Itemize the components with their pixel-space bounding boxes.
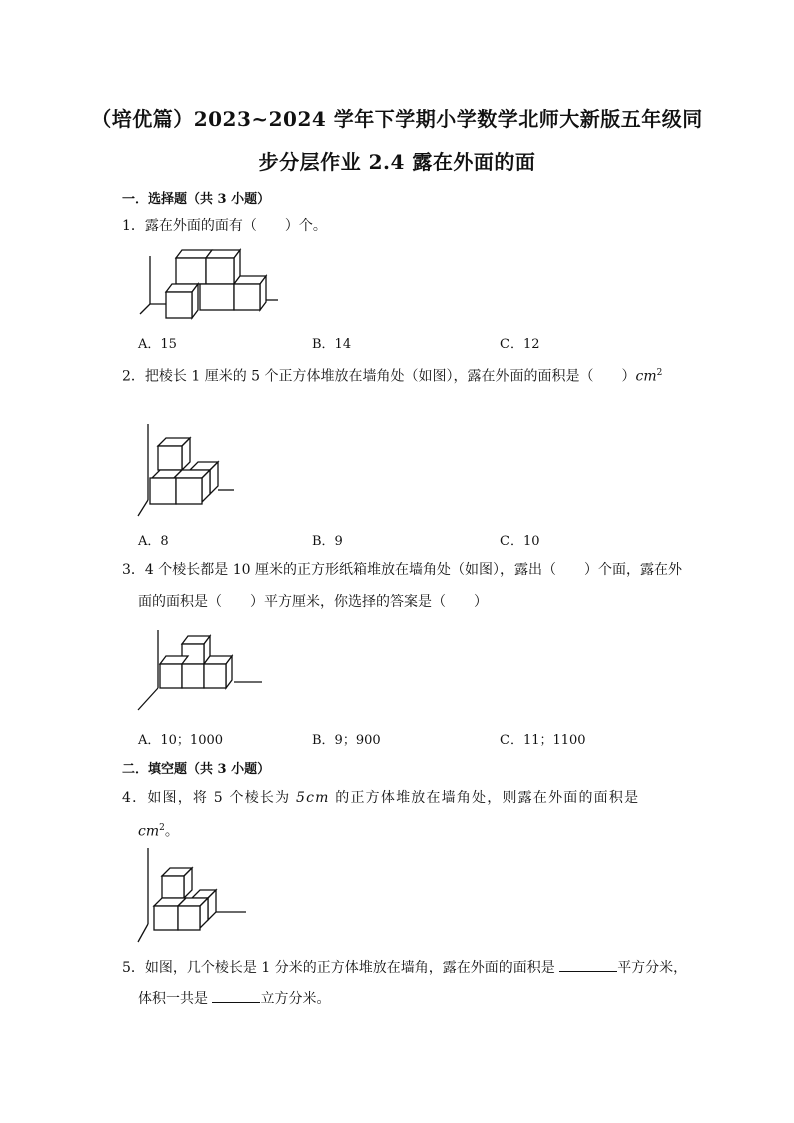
question-4-unit: cm <box>138 823 160 840</box>
figure-q3-cubes <box>138 626 266 720</box>
q1-option-c: C．12 <box>500 337 540 352</box>
question-4-line1 <box>122 788 678 808</box>
wall-diagonal-line <box>138 500 148 516</box>
cube-front-face <box>182 664 204 688</box>
question-5-text-b: 平方分米， <box>617 960 688 976</box>
question-5-blank-area[interactable] <box>559 957 617 972</box>
question-5-line2 <box>138 988 330 1009</box>
question-4-value: 5 <box>295 790 307 806</box>
figure-q2-cubes <box>138 420 238 522</box>
question-3-number: 3． <box>122 562 145 578</box>
question-5-text-a: 如图，几个棱长是 1 分米的正方体堆放在墙角，露在外面的面积是 <box>144 960 555 976</box>
question-2-number: 2． <box>122 368 145 385</box>
section-heading-fill: 二．填空题（共 3 小题） <box>122 762 271 777</box>
cube-front-face <box>176 258 206 284</box>
question-3-line1 <box>122 560 682 580</box>
figure-q1-cubes <box>140 246 280 326</box>
q2-option-b: B．9 <box>312 534 343 549</box>
question-2-unit-sup: 2 <box>656 368 663 378</box>
cube-front-face <box>234 284 260 310</box>
question-5-text-d: 立方分米。 <box>260 991 331 1007</box>
cube-front-face <box>166 292 192 318</box>
question-3-text-line1: 4 个棱长都是 10 厘米的正方形纸箱堆放在墙角处（如图），露出（ ）个面，露在外 <box>144 562 682 578</box>
cube-front-face <box>162 876 184 898</box>
wall-diagonal-line <box>138 688 158 710</box>
question-5-blank-volume[interactable] <box>212 988 260 1003</box>
question-2 <box>122 363 662 387</box>
question-2-text: 把棱长 1 厘米的 5 个正方体堆放在墙角处（如图），露在外面的面积是（ ） <box>144 368 636 385</box>
cube-front-face <box>176 478 202 504</box>
question-2-unit: cm <box>635 368 657 385</box>
cube-front-face <box>200 284 234 310</box>
q3-option-c: C．11；1100 <box>500 733 586 748</box>
cube-front-face <box>182 644 204 664</box>
question-5-text-c: 体积一共是 <box>138 991 208 1007</box>
question-4-number: 4． <box>122 790 148 806</box>
q1-option-a: A．15 <box>138 337 177 352</box>
question-1-text: 露在外面的面有（ ）个。 <box>144 218 327 234</box>
cube-front-face <box>158 446 182 470</box>
cube-front-face <box>150 478 176 504</box>
question-4-value-unit: cm <box>306 790 330 806</box>
question-4-text-a: 如图，将 5 个棱长为 <box>147 790 291 806</box>
question-1-number: 1． <box>122 218 145 234</box>
document-title-line1: （培优篇）2023~2024 学年下学期小学数学北师大新版五年级同 <box>91 107 703 131</box>
figure-q4-cubes <box>138 846 248 950</box>
question-4-end: 。 <box>164 823 179 840</box>
wall-diagonal-line <box>140 304 150 314</box>
question-4-unit-sup: 2 <box>159 823 165 833</box>
q1-option-b: B．14 <box>312 337 352 352</box>
wall-diagonal-line <box>138 924 148 942</box>
document-title-line2: 步分层作业 2.4 露在外面的面 <box>258 150 536 174</box>
question-4-text-b: 的正方体堆放在墙角处，则露在外面的面积是 <box>335 790 640 806</box>
cube-front-face <box>178 906 200 930</box>
cube-front-face <box>154 906 178 930</box>
question-5-line1 <box>122 957 687 978</box>
question-3-line2: 面的面积是（ ）平方厘米，你选择的答案是（ ） <box>138 594 488 610</box>
question-1 <box>122 216 327 236</box>
q3-option-b: B．9；900 <box>312 733 381 748</box>
question-5-number: 5． <box>122 960 145 976</box>
section-heading-choice: 一．选择题（共 3 小题） <box>122 192 271 207</box>
q3-option-a: A．10；1000 <box>138 733 224 748</box>
cube-front-face <box>204 664 226 688</box>
cube-front-face <box>206 258 234 284</box>
cube-front-face <box>160 664 182 688</box>
question-4-line2 <box>138 818 179 842</box>
q2-option-a: A．8 <box>138 534 169 549</box>
q2-option-c: C．10 <box>500 534 540 549</box>
